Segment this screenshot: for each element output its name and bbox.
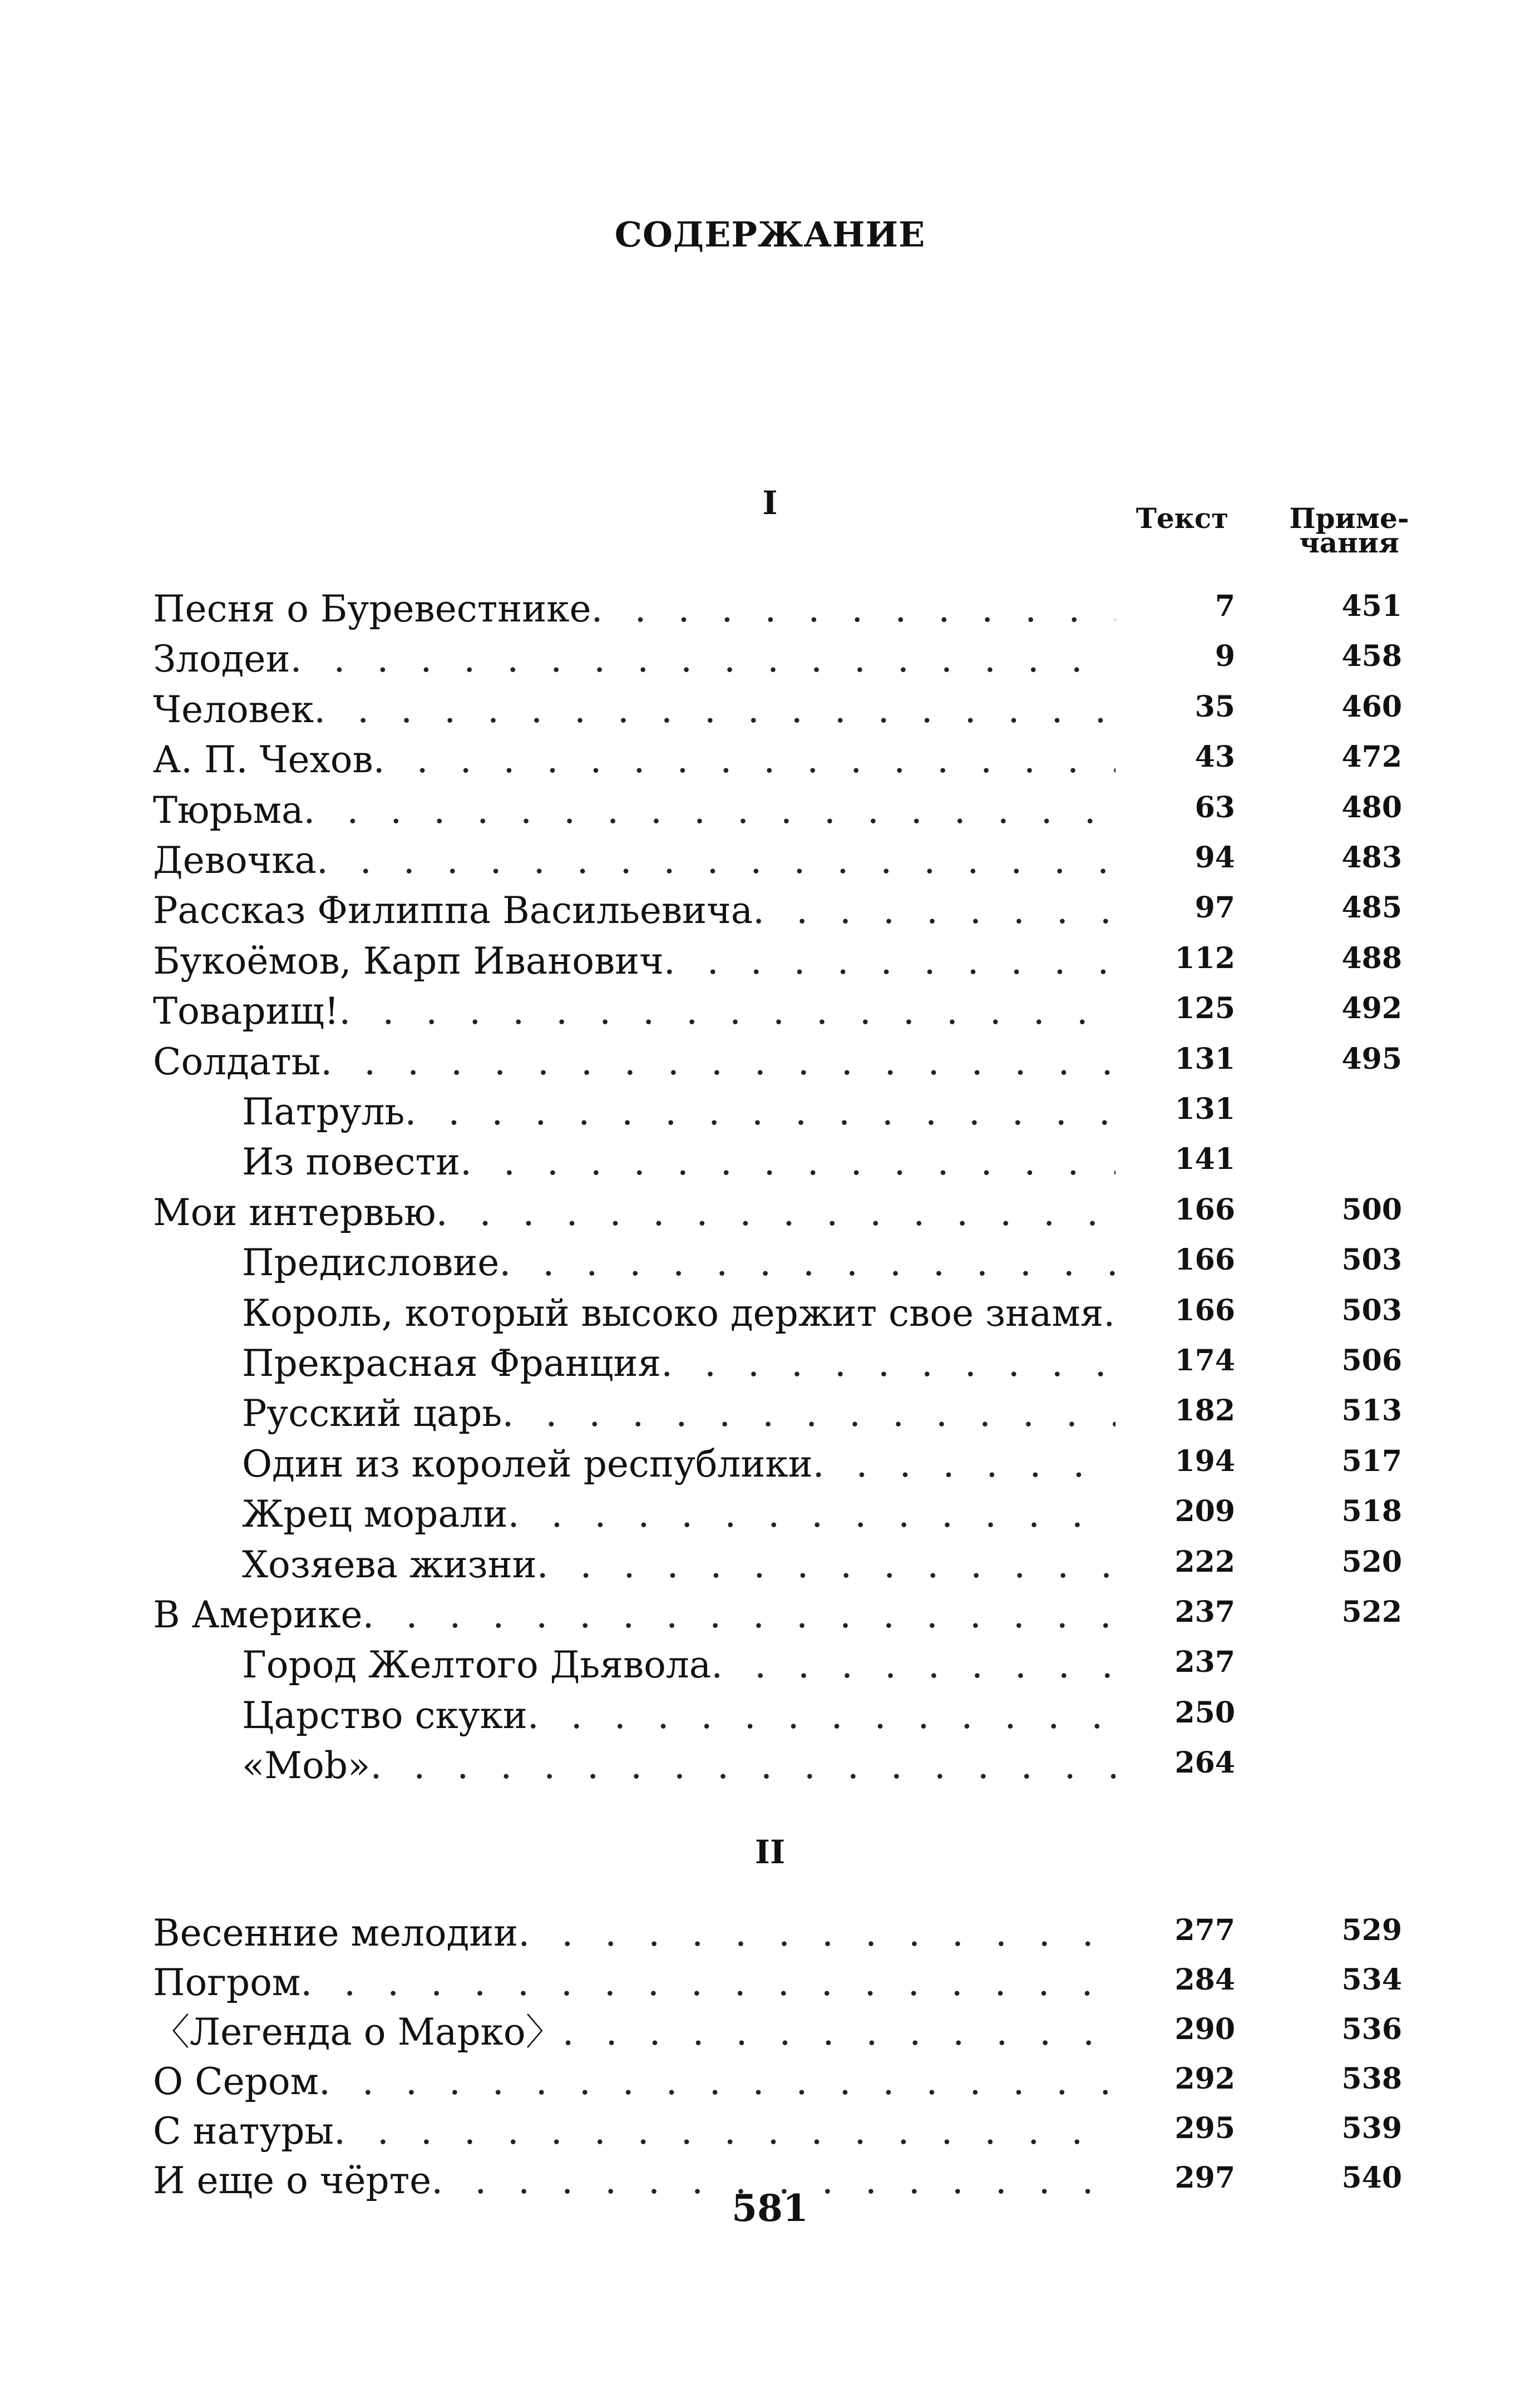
toc-entry xyxy=(0,1741,1540,1791)
notes-page-number: 451 xyxy=(1341,589,1402,623)
text-page-number: 237 xyxy=(1174,1595,1235,1629)
dot-leader xyxy=(303,786,1115,836)
toc-entry-title-cell xyxy=(242,1540,1115,1590)
dot-leader xyxy=(661,1339,1115,1389)
toc-entry-title-cell xyxy=(153,886,1115,936)
toc-entry-title: 〈Легенда о Марко〉 xyxy=(153,2011,562,2054)
dot-leader xyxy=(813,1439,1115,1489)
toc-entry-title-cell xyxy=(242,1238,1115,1288)
toc-entry xyxy=(0,1188,1540,1238)
toc-entry xyxy=(0,1908,1540,1958)
toc-entry xyxy=(0,936,1540,986)
toc-entry-title: Город Желтого Дьявола xyxy=(242,1643,712,1687)
toc-entry-title-cell xyxy=(153,1037,1115,1087)
notes-page-number: 458 xyxy=(1341,639,1402,674)
text-page-number: 297 xyxy=(1174,2161,1235,2195)
notes-page-number: 472 xyxy=(1341,740,1402,774)
dot-leader xyxy=(527,1691,1115,1741)
dot-leader xyxy=(711,1640,1115,1690)
toc-entry-title: Мои интервью xyxy=(153,1191,436,1234)
notes-page-number: 529 xyxy=(1341,1913,1402,1947)
text-page-number: 222 xyxy=(1174,1544,1235,1579)
dot-leader xyxy=(518,1908,1115,1958)
text-page-number: 292 xyxy=(1174,2062,1235,2096)
notes-page-number: 460 xyxy=(1341,689,1402,724)
toc-entry-title-cell xyxy=(153,2057,1115,2107)
text-page-number: 97 xyxy=(1195,891,1235,925)
dot-leader xyxy=(537,1540,1115,1590)
toc-entry-title-cell xyxy=(242,1439,1115,1489)
toc-entry xyxy=(0,1540,1540,1590)
toc-entry-title-cell xyxy=(153,735,1115,785)
text-page-number: 141 xyxy=(1174,1142,1235,1177)
text-page-number: 131 xyxy=(1174,1041,1235,1076)
toc-entry-title-cell xyxy=(242,1489,1115,1539)
dot-leader xyxy=(502,1389,1115,1439)
text-page-number: 290 xyxy=(1174,2012,1235,2046)
column-header-text: Текст xyxy=(1136,502,1229,535)
dot-leader xyxy=(320,1037,1115,1087)
dot-leader xyxy=(300,1958,1115,2008)
toc-entry xyxy=(0,1640,1540,1690)
toc-entry-title-cell xyxy=(153,685,1115,735)
text-page-number: 35 xyxy=(1195,689,1235,724)
text-page-number: 194 xyxy=(1174,1444,1235,1478)
text-page-number: 284 xyxy=(1174,1963,1235,1997)
text-page-number: 277 xyxy=(1174,1913,1235,1947)
dot-leader xyxy=(499,1238,1115,1288)
toc-entry-title: Русский царь xyxy=(242,1392,502,1435)
dot-leader xyxy=(404,1087,1115,1137)
dot-leader xyxy=(591,584,1115,634)
text-page-number: 9 xyxy=(1215,639,1235,674)
dot-leader xyxy=(314,685,1115,735)
text-page-number: 250 xyxy=(1174,1695,1235,1730)
toc-entry-title: «Mob» xyxy=(242,1744,371,1788)
toc-entry xyxy=(0,735,1540,785)
text-page-number: 94 xyxy=(1195,841,1235,875)
text-page-number: 166 xyxy=(1174,1293,1235,1327)
text-page-number: 166 xyxy=(1174,1243,1235,1277)
toc-entry-title: Человек xyxy=(153,688,314,731)
toc-entry xyxy=(0,685,1540,735)
dot-leader xyxy=(562,2007,1115,2057)
toc-entry xyxy=(0,1590,1540,1640)
toc-entry-title: Злодеи xyxy=(153,638,290,681)
toc-entry-title: Один из королей республики xyxy=(242,1442,813,1485)
notes-page-number: 483 xyxy=(1341,841,1402,875)
notes-page-number: 539 xyxy=(1341,2111,1402,2145)
toc-entry xyxy=(0,1087,1540,1137)
toc-entry-title: Прекрасная Франция xyxy=(242,1342,662,1385)
toc-entry xyxy=(0,2106,1540,2156)
notes-page-number: 517 xyxy=(1341,1444,1402,1478)
toc-entry-title-cell xyxy=(153,634,1115,684)
toc-entry-title: А. П. Чехов xyxy=(153,738,373,782)
notes-page-number: 522 xyxy=(1341,1595,1402,1629)
notes-page-number: 536 xyxy=(1341,2012,1402,2046)
notes-page-number: 503 xyxy=(1341,1243,1402,1277)
toc-entry xyxy=(0,1439,1540,1489)
dot-leader xyxy=(290,634,1115,684)
toc-entry xyxy=(0,1037,1540,1087)
toc-entry-title: Тюрьма xyxy=(153,788,304,832)
dot-leader xyxy=(319,2057,1115,2107)
toc-entry-title-cell xyxy=(153,1188,1115,1238)
dot-leader xyxy=(373,735,1115,785)
notes-page-number: 503 xyxy=(1341,1293,1402,1327)
dot-leader xyxy=(753,886,1115,936)
notes-page-number: 488 xyxy=(1341,941,1402,975)
page-title: СОДЕРЖАНИЕ xyxy=(614,214,926,255)
toc-entry-title-cell xyxy=(153,986,1115,1036)
toc-entry-title-cell xyxy=(242,1289,1115,1339)
toc-entry xyxy=(0,1958,1540,2008)
toc-entry-title-cell xyxy=(153,2106,1115,2156)
notes-page-number: 518 xyxy=(1341,1494,1402,1529)
notes-page-number: 500 xyxy=(1341,1192,1402,1227)
text-page-number: 174 xyxy=(1174,1344,1235,1378)
notes-page-number: 534 xyxy=(1341,1963,1402,1997)
toc-entry-title-cell xyxy=(153,1590,1115,1640)
toc-entry-title-cell xyxy=(242,1741,1115,1791)
text-page-number: 166 xyxy=(1174,1192,1235,1227)
toc-entry-title-cell xyxy=(242,1087,1115,1137)
notes-page-number: 513 xyxy=(1341,1394,1402,1428)
toc-entry-title-cell xyxy=(242,1339,1115,1389)
toc-entry xyxy=(0,584,1540,634)
dot-leader xyxy=(317,836,1115,886)
notes-page-number: 485 xyxy=(1341,891,1402,925)
notes-page-number: 540 xyxy=(1341,2161,1402,2195)
toc-entry-title: Хозяева жизни xyxy=(242,1543,537,1586)
toc-entry-title: С натуры xyxy=(153,2110,334,2153)
dot-leader xyxy=(334,2106,1115,2156)
dot-leader xyxy=(460,1137,1115,1187)
toc-entry-title: Рассказ Филиппа Васильевича xyxy=(153,889,753,932)
dot-leader xyxy=(370,1741,1115,1791)
toc-entry xyxy=(0,1238,1540,1288)
toc-entry-title: Король, который высоко держит свое знамя xyxy=(242,1291,1104,1335)
notes-page-number: 538 xyxy=(1341,2062,1402,2096)
section-1-heading: I xyxy=(762,484,778,522)
notes-page-number: 506 xyxy=(1341,1344,1402,1378)
toc-entry-title-cell xyxy=(153,836,1115,886)
toc-entry-title-cell xyxy=(153,584,1115,634)
column-header-notes-line1: Приме- xyxy=(1289,502,1409,535)
toc-entry xyxy=(0,986,1540,1036)
toc-entry-title: Погром xyxy=(153,1961,301,2004)
toc-entry-title-cell xyxy=(153,1958,1115,2008)
toc-entry-title: И еще о чёрте xyxy=(153,2159,432,2202)
text-page-number: 7 xyxy=(1215,589,1235,623)
toc-entry-title: Из повести xyxy=(242,1141,460,1184)
notes-page-number: 480 xyxy=(1341,790,1402,825)
toc-entry xyxy=(0,2057,1540,2107)
dot-leader xyxy=(362,1590,1115,1640)
toc-entry-title-cell xyxy=(153,1908,1115,1958)
text-page-number: 112 xyxy=(1174,941,1235,975)
section-2-heading: II xyxy=(754,1833,786,1871)
dot-leader xyxy=(339,986,1115,1036)
text-page-number: 182 xyxy=(1174,1394,1235,1428)
toc-entry xyxy=(0,634,1540,684)
toc-entry-title: Царство скуки xyxy=(242,1694,527,1737)
toc-entry-title: Весенние мелодии xyxy=(153,1912,519,1954)
text-page-number: 237 xyxy=(1174,1645,1235,1680)
notes-page-number: 492 xyxy=(1341,991,1402,1026)
toc-entry xyxy=(0,1289,1540,1339)
notes-page-number: 495 xyxy=(1341,1041,1402,1076)
toc-entry-title: О Сером xyxy=(153,2060,319,2103)
text-page-number: 295 xyxy=(1174,2111,1235,2145)
text-page-number: 43 xyxy=(1195,740,1235,774)
toc-entry-title: Солдаты xyxy=(153,1040,321,1083)
toc-entry xyxy=(0,1137,1540,1187)
toc-entry-title: Предисловие xyxy=(242,1241,500,1285)
dot-leader xyxy=(1103,1289,1115,1339)
toc-entry-title: Букоёмов, Карп Иванович xyxy=(153,939,664,983)
page-number: 581 xyxy=(732,2186,808,2230)
toc-entry-title-cell xyxy=(153,936,1115,986)
toc-entry-title-cell xyxy=(242,1640,1115,1690)
toc-entry xyxy=(0,886,1540,936)
column-header-notes xyxy=(1277,502,1421,559)
toc-entry xyxy=(0,1489,1540,1539)
toc-entry xyxy=(0,1389,1540,1439)
toc-entry-title-cell xyxy=(153,2007,1115,2057)
dot-leader xyxy=(436,1188,1115,1238)
text-page-number: 125 xyxy=(1174,991,1235,1026)
text-page-number: 264 xyxy=(1174,1746,1235,1780)
toc-entry xyxy=(0,2007,1540,2057)
text-page-number: 63 xyxy=(1195,790,1235,825)
toc-entry-title-cell xyxy=(242,1137,1115,1187)
toc-entry-title: Жрец морали xyxy=(242,1493,508,1536)
toc-entry xyxy=(0,786,1540,836)
notes-page-number: 520 xyxy=(1341,1544,1402,1579)
toc-entry-title: Товарищ! xyxy=(153,990,339,1033)
toc-entry-title-cell xyxy=(242,1389,1115,1439)
text-page-number: 209 xyxy=(1174,1494,1235,1529)
toc-entry-title: В Америке xyxy=(153,1593,363,1636)
toc-entry-title: Песня о Буревестнике xyxy=(153,588,591,630)
dot-leader xyxy=(507,1489,1115,1539)
toc-entry-title-cell xyxy=(153,786,1115,836)
toc-entry-title: Девочка xyxy=(153,839,317,882)
toc-entry xyxy=(0,1339,1540,1389)
toc-entry xyxy=(0,836,1540,886)
toc-entry-title-cell xyxy=(242,1691,1115,1741)
toc-entry xyxy=(0,1691,1540,1741)
toc-entry-title: Патруль xyxy=(242,1090,405,1133)
dot-leader xyxy=(664,936,1115,986)
column-header-notes-line2: чания xyxy=(1299,526,1399,559)
text-page-number: 131 xyxy=(1174,1092,1235,1126)
